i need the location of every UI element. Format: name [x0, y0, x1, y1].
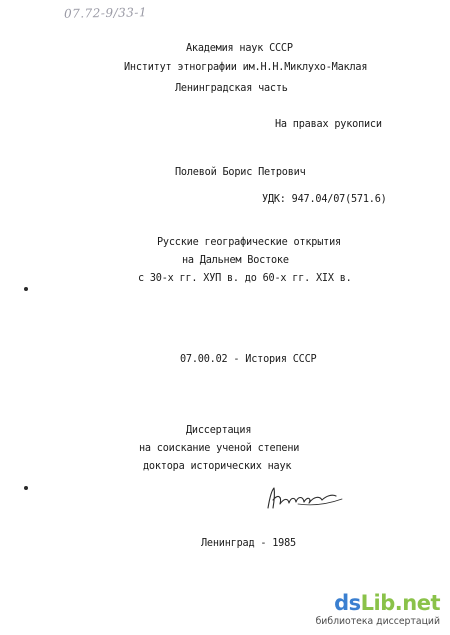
institute-name: Институт этнографии им.Н.Н.Миклухо-Маклая — [124, 62, 368, 73]
branch-name: Ленинградская часть — [175, 83, 288, 94]
specialty-code: 07.00.02 - История СССР — [180, 354, 317, 365]
manuscript-rights-note: На правах рукописи — [275, 119, 382, 130]
punch-hole-mark-upper — [24, 287, 28, 291]
title-line-1: Русские географические открытия — [157, 237, 341, 248]
dslib-watermark — [315, 591, 440, 627]
degree-line-2: на соискание ученой степени — [139, 443, 300, 454]
degree-line-1: Диссертация — [186, 425, 252, 436]
degree-line-3: доктора исторических наук — [143, 461, 292, 472]
dslib-logo-suffix: Lib.net — [360, 591, 440, 615]
author-signature — [262, 482, 352, 512]
dslib-logo — [334, 591, 440, 615]
punch-hole-mark-lower — [24, 486, 28, 490]
academy-name: Академия наук СССР — [186, 43, 293, 54]
author-name: Полевой Борис Петрович — [175, 167, 306, 178]
udc-code: УДК: 947.04/07(571.6) — [262, 194, 387, 205]
title-line-3: с 30-х гг. ХУП в. до 60-х гг. XIX в. — [138, 273, 352, 284]
city-and-year: Ленинград - 1985 — [201, 538, 296, 549]
dslib-logo-prefix: ds — [334, 591, 361, 615]
title-line-2: на Дальнем Востоке — [182, 255, 289, 266]
dslib-subtitle: библиотека диссертаций — [315, 616, 440, 627]
handwritten-catalog-code: 07.72-9/33-1 — [63, 5, 148, 21]
